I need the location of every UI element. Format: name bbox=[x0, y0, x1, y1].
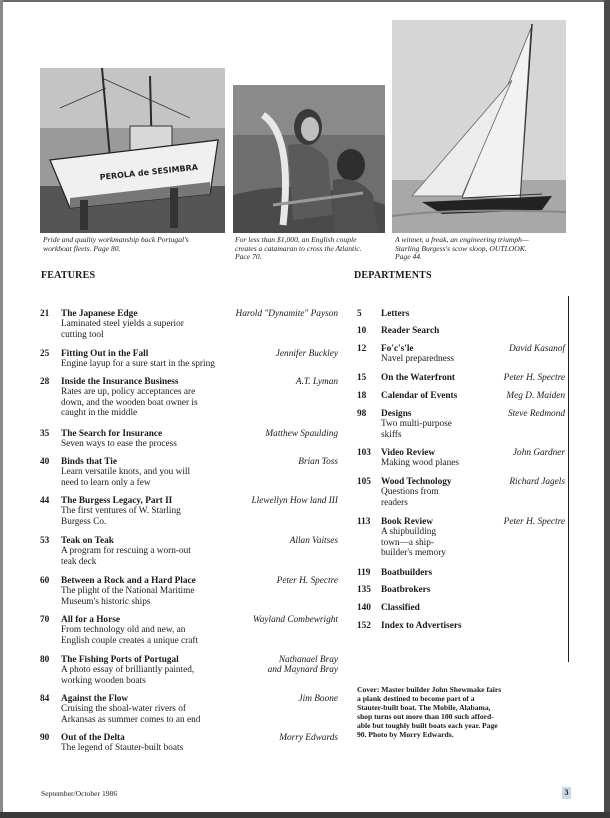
feature-page-number: 70 bbox=[40, 615, 50, 625]
department-title: Designs bbox=[381, 409, 412, 419]
feature-title: Inside the Insurance Business bbox=[61, 377, 179, 387]
feature-entry[interactable] bbox=[40, 615, 338, 647]
department-title: Fo'c's'le bbox=[381, 344, 414, 354]
feature-title: Out of the Delta bbox=[61, 733, 125, 743]
department-page-number: 103 bbox=[357, 448, 371, 458]
feature-page-number: 21 bbox=[40, 309, 50, 319]
department-title: Wood Technology bbox=[381, 477, 452, 487]
page-frame-bottom bbox=[0, 812, 610, 818]
feature-description: A program for rescuing a worn-out teak deck bbox=[61, 546, 191, 567]
feature-description: Learn versatile knots, and you will need to learn only a few bbox=[61, 467, 191, 488]
feature-page-number: 90 bbox=[40, 733, 50, 743]
feature-page-number: 53 bbox=[40, 536, 50, 546]
feature-entry[interactable] bbox=[40, 655, 338, 687]
feature-entry[interactable] bbox=[40, 694, 338, 726]
department-title: Calendar of Events bbox=[381, 391, 458, 401]
department-entry[interactable] bbox=[357, 326, 565, 337]
department-page-number: 152 bbox=[357, 621, 371, 631]
department-entry[interactable] bbox=[357, 391, 565, 402]
department-title: Boatbuilders bbox=[381, 568, 433, 578]
feature-description: Laminated steel yields a superior cutting tool bbox=[61, 319, 184, 340]
department-entry[interactable] bbox=[357, 344, 565, 366]
feature-entry[interactable] bbox=[40, 576, 338, 608]
department-title: Boatbrokers bbox=[381, 585, 431, 595]
feature-page-number: 44 bbox=[40, 496, 50, 506]
feature-description: The first ventures of W. Starling Burgess Co. bbox=[61, 506, 181, 527]
feature-author: A.T. Lyman bbox=[295, 377, 338, 387]
cover-note: Cover: Master builder John Shewmake fairs a plank destined to become part of a Stauter-built boat. The Mobile, Alabama, shop turns out more than 100 such afford- able but toughly built boats each year. Page 90. Photo by Morry Edwards. bbox=[357, 685, 502, 739]
feature-author: Llewellyn How land III bbox=[251, 496, 338, 506]
department-title: Video Review bbox=[381, 448, 436, 458]
department-description: Navel preparedness bbox=[381, 354, 455, 365]
department-entry[interactable] bbox=[357, 309, 565, 320]
fishing-boat-photo bbox=[40, 68, 225, 233]
boat-name-text: PEROLA de SESIMBRA bbox=[99, 162, 199, 182]
feature-entry[interactable] bbox=[40, 429, 338, 451]
department-page-number: 10 bbox=[357, 326, 367, 336]
feature-author: Allan Vaitses bbox=[289, 536, 338, 546]
department-entry[interactable] bbox=[357, 603, 565, 614]
feature-author: Matthew Spaulding bbox=[265, 429, 338, 439]
feature-title: The Japanese Edge bbox=[61, 309, 138, 319]
feature-entry[interactable] bbox=[40, 457, 338, 489]
feature-author: Peter H. Spectre bbox=[276, 576, 338, 586]
department-title: Letters bbox=[381, 309, 410, 319]
feature-page-number: 28 bbox=[40, 377, 50, 387]
photo-caption-fishing-boat: Pride and quality workmanship back Portugal's workboat fleets. Page 80. bbox=[43, 235, 189, 253]
feature-description: A photo essay of brilliantly painted, working wooden boats bbox=[61, 665, 195, 686]
feature-description: Seven ways to ease the process bbox=[61, 439, 177, 450]
feature-page-number: 84 bbox=[40, 694, 50, 704]
department-page-number: 5 bbox=[357, 309, 362, 319]
page-number: 3 bbox=[562, 787, 571, 799]
feature-title: Between a Rock and a Hard Place bbox=[61, 576, 196, 586]
catamaran-builder-photo bbox=[233, 85, 385, 233]
departments-heading: DEPARTMENTS bbox=[354, 270, 432, 281]
feature-title: The Burgess Legacy, Part II bbox=[61, 496, 173, 506]
feature-author: Jim Boone bbox=[298, 694, 338, 704]
features-heading: FEATURES bbox=[41, 270, 96, 281]
department-entry[interactable] bbox=[357, 621, 565, 632]
department-author: Richard Jagels bbox=[509, 477, 565, 487]
department-author: Meg D. Maiden bbox=[506, 391, 565, 401]
department-entry[interactable] bbox=[357, 409, 565, 441]
department-title: Reader Search bbox=[381, 326, 440, 336]
department-author: John Gardner bbox=[512, 448, 565, 458]
feature-title: All for a Horse bbox=[61, 615, 120, 625]
feature-description: From technology old and new, an English couple creates a unique craft bbox=[61, 625, 199, 646]
department-page-number: 135 bbox=[357, 585, 371, 595]
department-page-number: 113 bbox=[357, 517, 371, 527]
column-rule bbox=[568, 296, 569, 662]
department-author: Steve Redmond bbox=[507, 409, 565, 419]
department-page-number: 105 bbox=[357, 477, 371, 487]
department-author: David Kasanof bbox=[508, 344, 565, 354]
feature-author: Wayland Combewright bbox=[252, 615, 338, 625]
department-author: Peter H. Spectre bbox=[503, 373, 565, 383]
feature-description: Rates are up, policy acceptances are down, and the wooden boat owner is caught in the middle bbox=[61, 387, 198, 419]
sailboat-photo bbox=[392, 20, 566, 233]
feature-description: The legend of Stauter-built boats bbox=[61, 743, 184, 754]
feature-author: Brian Toss bbox=[298, 457, 338, 467]
department-page-number: 18 bbox=[357, 391, 367, 401]
department-page-number: 140 bbox=[357, 603, 371, 613]
feature-page-number: 40 bbox=[40, 457, 50, 467]
department-description: A shipbuilding town—a ship- builder's memory bbox=[381, 527, 446, 559]
feature-author: Morry Edwards bbox=[279, 733, 338, 743]
feature-page-number: 35 bbox=[40, 429, 50, 439]
feature-author: Jennifer Buckley bbox=[275, 349, 338, 359]
department-title: On the Waterfront bbox=[381, 373, 456, 383]
feature-page-number: 80 bbox=[40, 655, 50, 665]
page-frame-left bbox=[0, 0, 3, 818]
department-description: Questions from readers bbox=[381, 487, 439, 508]
feature-page-number: 25 bbox=[40, 349, 50, 359]
department-page-number: 12 bbox=[357, 344, 367, 354]
feature-title: Teak on Teak bbox=[61, 536, 114, 546]
department-entry[interactable] bbox=[357, 585, 565, 596]
department-entry[interactable] bbox=[357, 448, 565, 470]
feature-entry[interactable] bbox=[40, 536, 338, 568]
issue-date: September/October 1986 bbox=[41, 789, 118, 798]
page-frame-right bbox=[604, 0, 610, 818]
feature-description: Engine layup for a sure start in the spring bbox=[61, 359, 215, 370]
department-description: Two multi-purpose skiffs bbox=[381, 419, 452, 440]
feature-entry[interactable] bbox=[40, 377, 338, 421]
department-author: Peter H. Spectre bbox=[503, 517, 565, 527]
department-title: Classified bbox=[381, 603, 420, 613]
feature-entry[interactable] bbox=[40, 496, 338, 528]
feature-title: Binds that Tie bbox=[61, 457, 117, 467]
department-description: Making wood planes bbox=[381, 458, 459, 469]
photo-caption-sailboat: A winner, a freak, an engineering triumph— Starling Burgess's scow sloop, OUTLOOK. Page 44. bbox=[395, 235, 529, 262]
feature-author: Harold "Dynamite" Payson bbox=[235, 309, 338, 319]
feature-title: Fitting Out in the Fall bbox=[61, 349, 149, 359]
department-page-number: 98 bbox=[357, 409, 367, 419]
department-page-number: 15 bbox=[357, 373, 367, 383]
feature-author: Nathanael Bray and Maynard Bray bbox=[267, 655, 338, 676]
feature-page-number: 60 bbox=[40, 576, 50, 586]
department-entry[interactable] bbox=[357, 373, 565, 384]
feature-entry[interactable] bbox=[40, 349, 338, 371]
department-entry[interactable] bbox=[357, 517, 565, 560]
department-page-number: 119 bbox=[357, 568, 371, 578]
department-entry[interactable] bbox=[357, 568, 565, 579]
feature-title: Against the Flow bbox=[61, 694, 129, 704]
department-title: Index to Advertisers bbox=[381, 621, 462, 631]
photo-caption-catamaran: For less than $1,000, an English couple creates a catamaran to cross the Atlantic. Pace 70. bbox=[235, 235, 362, 262]
page-frame-top bbox=[0, 0, 610, 2]
feature-entry[interactable] bbox=[40, 309, 338, 343]
feature-title: The Search for Insurance bbox=[61, 429, 163, 439]
department-entry[interactable] bbox=[357, 477, 565, 509]
feature-description: Cruising the shoal-water rivers of Arkansas as summer comes to an end bbox=[61, 704, 201, 725]
department-title: Book Review bbox=[381, 517, 433, 527]
feature-description: The plight of the National Maritime Museum's historic ships bbox=[61, 586, 195, 607]
feature-title: The Fishing Ports of Portugal bbox=[61, 655, 179, 665]
feature-entry[interactable] bbox=[40, 733, 338, 755]
